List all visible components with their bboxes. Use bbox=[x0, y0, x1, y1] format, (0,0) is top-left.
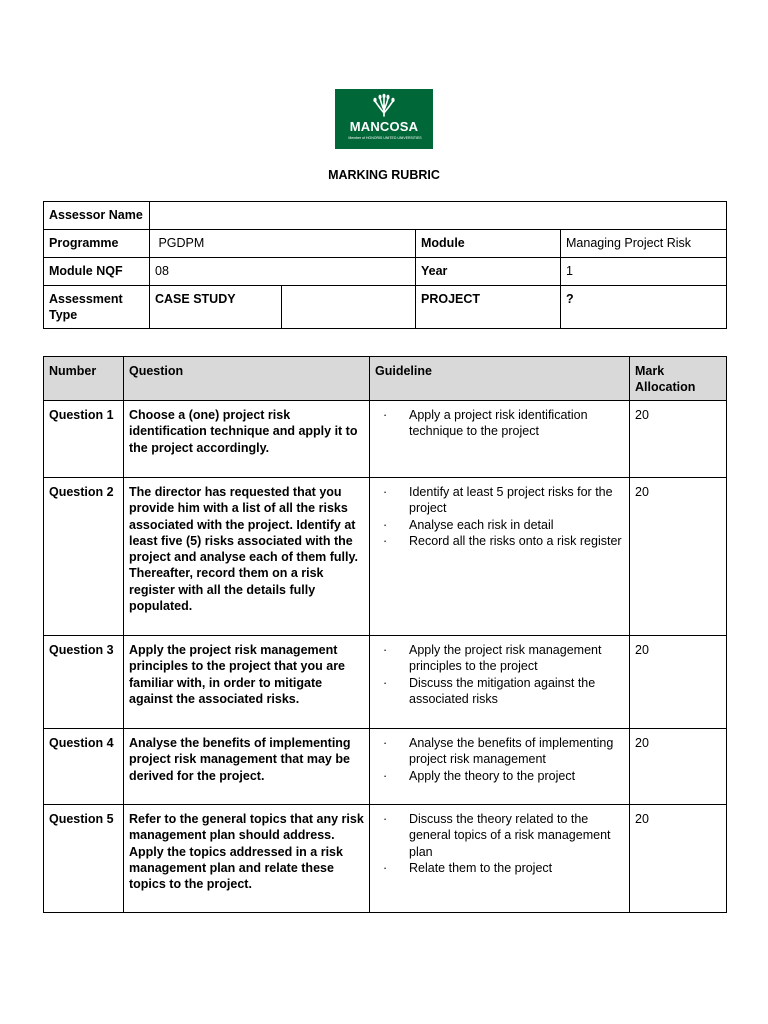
assessment-type-value: CASE STUDY bbox=[150, 286, 282, 329]
mark-allocation: 20 bbox=[630, 478, 727, 636]
bullet-icon: · bbox=[383, 533, 388, 548]
header-guideline: Guideline bbox=[370, 357, 630, 401]
bullet-icon: · bbox=[383, 485, 388, 499]
table-row bbox=[44, 636, 727, 729]
question-number: Question 3 bbox=[44, 636, 124, 729]
mark-allocation: 20 bbox=[630, 401, 727, 478]
project-value: ? bbox=[561, 286, 727, 329]
guideline-item: · Identify at least 5 project risks for the project bbox=[383, 485, 613, 516]
question-text: Analyse the benefits of implementing project risk management that may be derived for the project. bbox=[124, 729, 370, 805]
guideline-cell bbox=[370, 636, 630, 729]
assessment-type-extra bbox=[282, 286, 416, 329]
year-label: Year bbox=[416, 258, 561, 286]
guideline-item: · Analyse the benefits of implementing project risk management bbox=[383, 736, 614, 767]
question-text: Choose a (one) project risk identification technique and apply it to the project accordingly. bbox=[124, 401, 370, 478]
programme-value: PGDPM bbox=[150, 230, 416, 258]
mancosa-logo bbox=[335, 89, 433, 149]
rubric-header-row bbox=[44, 357, 727, 401]
question-text: Refer to the general topics that any risk management plan should address. Apply the topics addressed in a risk management plan and relate these topics to the project. bbox=[124, 805, 370, 913]
assessor-label: Assessor Name bbox=[44, 202, 150, 230]
table-row bbox=[44, 478, 727, 636]
table-row bbox=[44, 805, 727, 913]
guideline-item: · Record all the risks onto a risk register bbox=[383, 533, 622, 548]
header-question: Question bbox=[124, 357, 370, 401]
guideline-cell bbox=[370, 478, 630, 636]
bullet-icon: · bbox=[383, 643, 388, 657]
question-text: The director has requested that you provide him with a list of all the risks associated with the project. Identify at least five (5) risks associated with the project and analyse each of them fully. Thereafter, record them on a risk register with all the details fully populated. bbox=[124, 478, 370, 636]
bullet-icon: · bbox=[383, 675, 388, 690]
guideline-item: · Apply a project risk identification technique to the project bbox=[383, 408, 588, 439]
module-label: Module bbox=[416, 230, 561, 258]
question-number: Question 2 bbox=[44, 478, 124, 636]
mark-allocation: 20 bbox=[630, 729, 727, 805]
guideline-item: · Apply the project risk management principles to the project bbox=[383, 643, 602, 674]
guideline-item: · Apply the theory to the project bbox=[383, 768, 576, 783]
guideline-item: · Discuss the theory related to the general topics of a risk management plan bbox=[383, 812, 611, 859]
mark-allocation: 20 bbox=[630, 636, 727, 729]
table-row bbox=[44, 729, 727, 805]
module-value: Managing Project Risk bbox=[561, 230, 727, 258]
rubric-table bbox=[43, 356, 727, 913]
header-mark-allocation: Mark Allocation bbox=[630, 357, 727, 401]
mark-allocation: 20 bbox=[630, 805, 727, 913]
programme-row bbox=[44, 230, 727, 258]
logo-wordmark: MANCOSA bbox=[349, 119, 419, 134]
guideline-cell bbox=[370, 729, 630, 805]
question-number: Question 5 bbox=[44, 805, 124, 913]
guideline-item: · Relate them to the project bbox=[383, 860, 553, 875]
nqf-label: Module NQF bbox=[44, 258, 150, 286]
logo-tagline: Member of HONORIS UNITED UNIVERSITIES bbox=[348, 136, 422, 140]
bullet-icon: · bbox=[383, 812, 388, 826]
nqf-row bbox=[44, 258, 727, 286]
project-label: PROJECT bbox=[416, 286, 561, 329]
bullet-icon: · bbox=[383, 860, 388, 875]
bullet-icon: · bbox=[383, 768, 388, 783]
assessor-row bbox=[44, 202, 727, 230]
assessment-info-table bbox=[43, 201, 727, 329]
assessor-value bbox=[150, 202, 727, 230]
bullet-icon: · bbox=[383, 736, 388, 750]
guideline-item: · Analyse each risk in detail bbox=[383, 517, 554, 532]
page-title: MARKING RUBRIC bbox=[328, 168, 440, 182]
assessment-type-label: Assessment Type bbox=[44, 286, 150, 329]
question-number: Question 4 bbox=[44, 729, 124, 805]
assessment-row bbox=[44, 286, 727, 329]
header-number: Number bbox=[44, 357, 124, 401]
question-number: Question 1 bbox=[44, 401, 124, 478]
table-row bbox=[44, 401, 727, 478]
programme-label: Programme bbox=[44, 230, 150, 258]
guideline-cell bbox=[370, 401, 630, 478]
question-text: Apply the project risk management principles to the project that you are familiar with, in order to mitigate against the associated risks. bbox=[124, 636, 370, 729]
guideline-item: · Discuss the mitigation against the associated risks bbox=[383, 675, 596, 706]
bullet-icon: · bbox=[383, 408, 388, 422]
bullet-icon: · bbox=[383, 517, 388, 532]
year-value: 1 bbox=[561, 258, 727, 286]
guideline-cell bbox=[370, 805, 630, 913]
nqf-value: 08 bbox=[150, 258, 416, 286]
